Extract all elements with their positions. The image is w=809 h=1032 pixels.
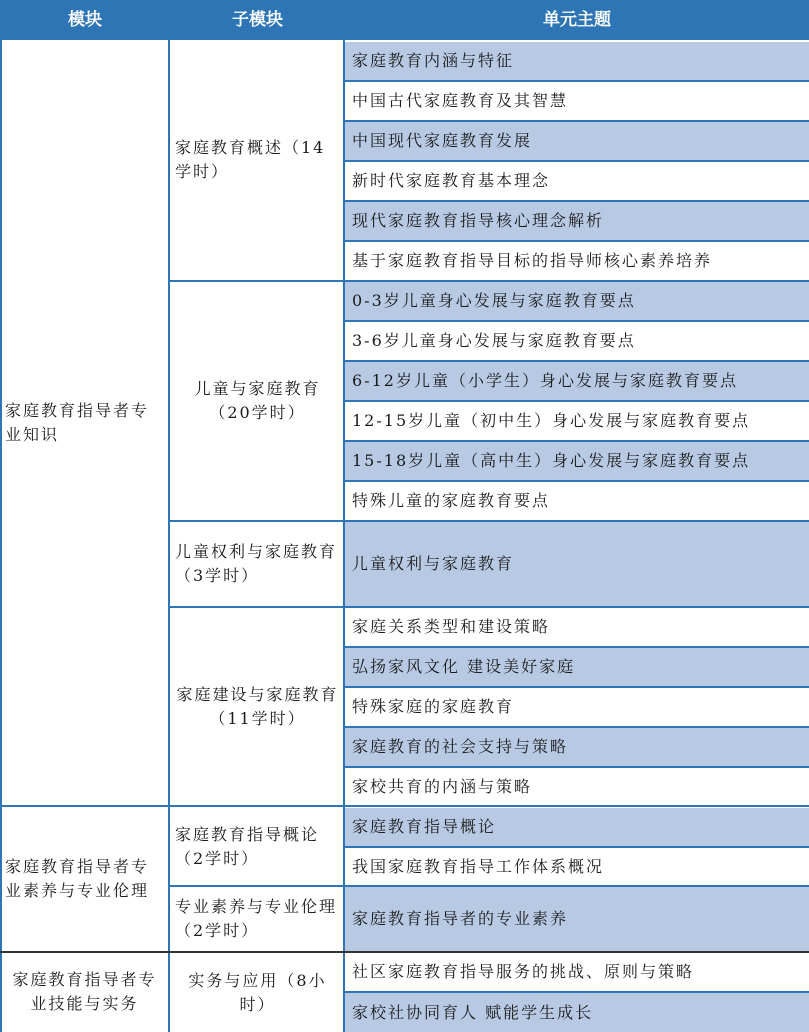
unit-topic-cell [345,728,809,766]
unit-topic-text: 家庭教育的社会支持与策略 [352,737,569,756]
unit-topic-cell [345,688,809,726]
submodule-cell [169,953,344,1032]
row-divider [0,805,809,807]
row-divider [168,885,809,887]
unit-row-divider [343,160,809,162]
unit-topic-text: 我国家庭教育指导工作体系概况 [352,856,605,876]
table-border-left [0,40,2,1032]
unit-topic-text: 中国现代家庭教育发展 [352,131,533,150]
unit-row-divider [343,200,809,202]
module-cell [0,951,168,1032]
submodule-label: 家庭教育指导概论（2学时） [175,824,320,868]
unit-topic-text: 弘扬家风文化 建设美好家庭 [352,657,576,676]
unit-row-divider [343,120,809,122]
unit-topic-text: 12-15岁儿童（初中生）身心发展与家庭教育要点 [352,411,751,430]
submodule-label: 专业素养与专业伦理（2学时） [175,897,338,940]
unit-topic-cell [345,442,809,480]
submodule-label: 儿童与家庭教育（20学时） [194,378,321,422]
unit-topic-text: 家校社协同育人 赋能学生成长 [352,1002,594,1022]
column-divider [168,40,170,1032]
submodule-label: 家庭教育概述（14学时） [175,138,326,181]
submodule-label: 实务与应用（8小时） [188,970,327,1014]
header-module: 模块 [68,10,102,30]
unit-topic-cell [345,162,809,200]
unit-topic-cell [345,808,809,846]
unit-topic-text: 0-3岁儿童身心发展与家庭教育要点 [352,291,636,310]
unit-topic-text: 现代家庭教育指导核心理念解析 [352,211,605,230]
unit-topic-cell [345,848,809,885]
module-cell [0,806,168,951]
unit-topic-cell [345,887,809,951]
unit-topic-text: 中国古代家庭教育及其智慧 [352,91,569,110]
unit-topic-cell [345,402,809,440]
unit-topic-text: 特殊家庭的家庭教育 [352,697,515,716]
unit-row-divider [343,360,809,362]
unit-row-divider [343,480,809,482]
unit-topic-text: 基于家庭教育指导目标的指导师核心素养培养 [352,251,713,270]
unit-topic-text: 新时代家庭教育基本理念 [352,171,551,190]
unit-topic-cell [345,648,809,686]
unit-topic-text: 家庭教育指导者的专业素养 [352,909,569,928]
unit-topic-cell [345,82,809,120]
unit-topic-cell [345,522,809,606]
header-unit-topic: 单元主题 [543,10,611,30]
submodule-cell [169,40,344,280]
unit-topic-text: 儿童权利与家庭教育 [352,554,515,573]
unit-topic-cell [345,608,809,646]
unit-topic-cell [345,993,809,1032]
submodule-label: 儿童权利与家庭教育（3学时） [175,541,338,585]
unit-topic-cell [345,242,809,280]
submodule-cell [169,887,344,951]
unit-topic-text: 6-12岁儿童（小学生）身心发展与家庭教育要点 [352,371,738,390]
unit-topic-cell [345,362,809,400]
unit-row-divider [343,240,809,242]
module-label: 家庭教育指导者专业技能与实务 [12,969,157,1013]
submodule-cell [169,281,344,520]
column-divider [343,40,345,1032]
unit-topic-cell [345,122,809,160]
module-label: 家庭教育指导者专业素养与专业伦理 [5,856,150,900]
unit-topic-text: 特殊儿童的家庭教育要点 [352,491,551,510]
submodule-cell [169,808,344,885]
unit-row-divider [343,766,809,768]
unit-topic-text: 15-18岁儿童（高中生）身心发展与家庭教育要点 [352,451,751,470]
unit-topic-cell [345,282,809,320]
unit-row-divider [343,726,809,728]
unit-topic-cell [345,42,809,80]
unit-topic-text: 社区家庭教育指导服务的挑战、原则与策略 [352,962,695,981]
unit-topic-cell [345,953,809,991]
unit-row-divider [343,400,809,402]
unit-row-divider [343,686,809,688]
unit-row-divider [343,991,809,993]
unit-topic-cell [345,202,809,240]
unit-row-divider [343,80,809,82]
unit-topic-text: 家庭教育内涵与特征 [352,51,515,70]
row-divider [0,951,809,953]
row-divider [168,520,809,522]
unit-row-divider [343,846,809,848]
unit-topic-text: 3-6岁儿童身心发展与家庭教育要点 [352,331,636,350]
unit-row-divider [343,646,809,648]
header-submodule: 子模块 [232,10,283,30]
unit-topic-cell [345,322,809,360]
unit-topic-text: 家校共育的内涵与策略 [352,777,533,796]
unit-topic-cell [345,768,809,806]
module-label: 家庭教育指导者专业知识 [5,401,150,444]
module-cell [0,40,168,806]
submodule-label: 家庭建设与家庭教育（11学时） [176,684,339,728]
unit-row-divider [343,440,809,442]
table-header [0,0,809,40]
submodule-cell [169,521,344,606]
unit-topic-text: 家庭关系类型和建设策略 [352,617,551,636]
row-divider [168,606,809,608]
unit-row-divider [343,320,809,322]
unit-topic-cell [345,482,809,520]
submodule-cell [169,607,344,806]
unit-topic-text: 家庭教育指导概论 [352,817,497,836]
row-divider [168,280,809,282]
